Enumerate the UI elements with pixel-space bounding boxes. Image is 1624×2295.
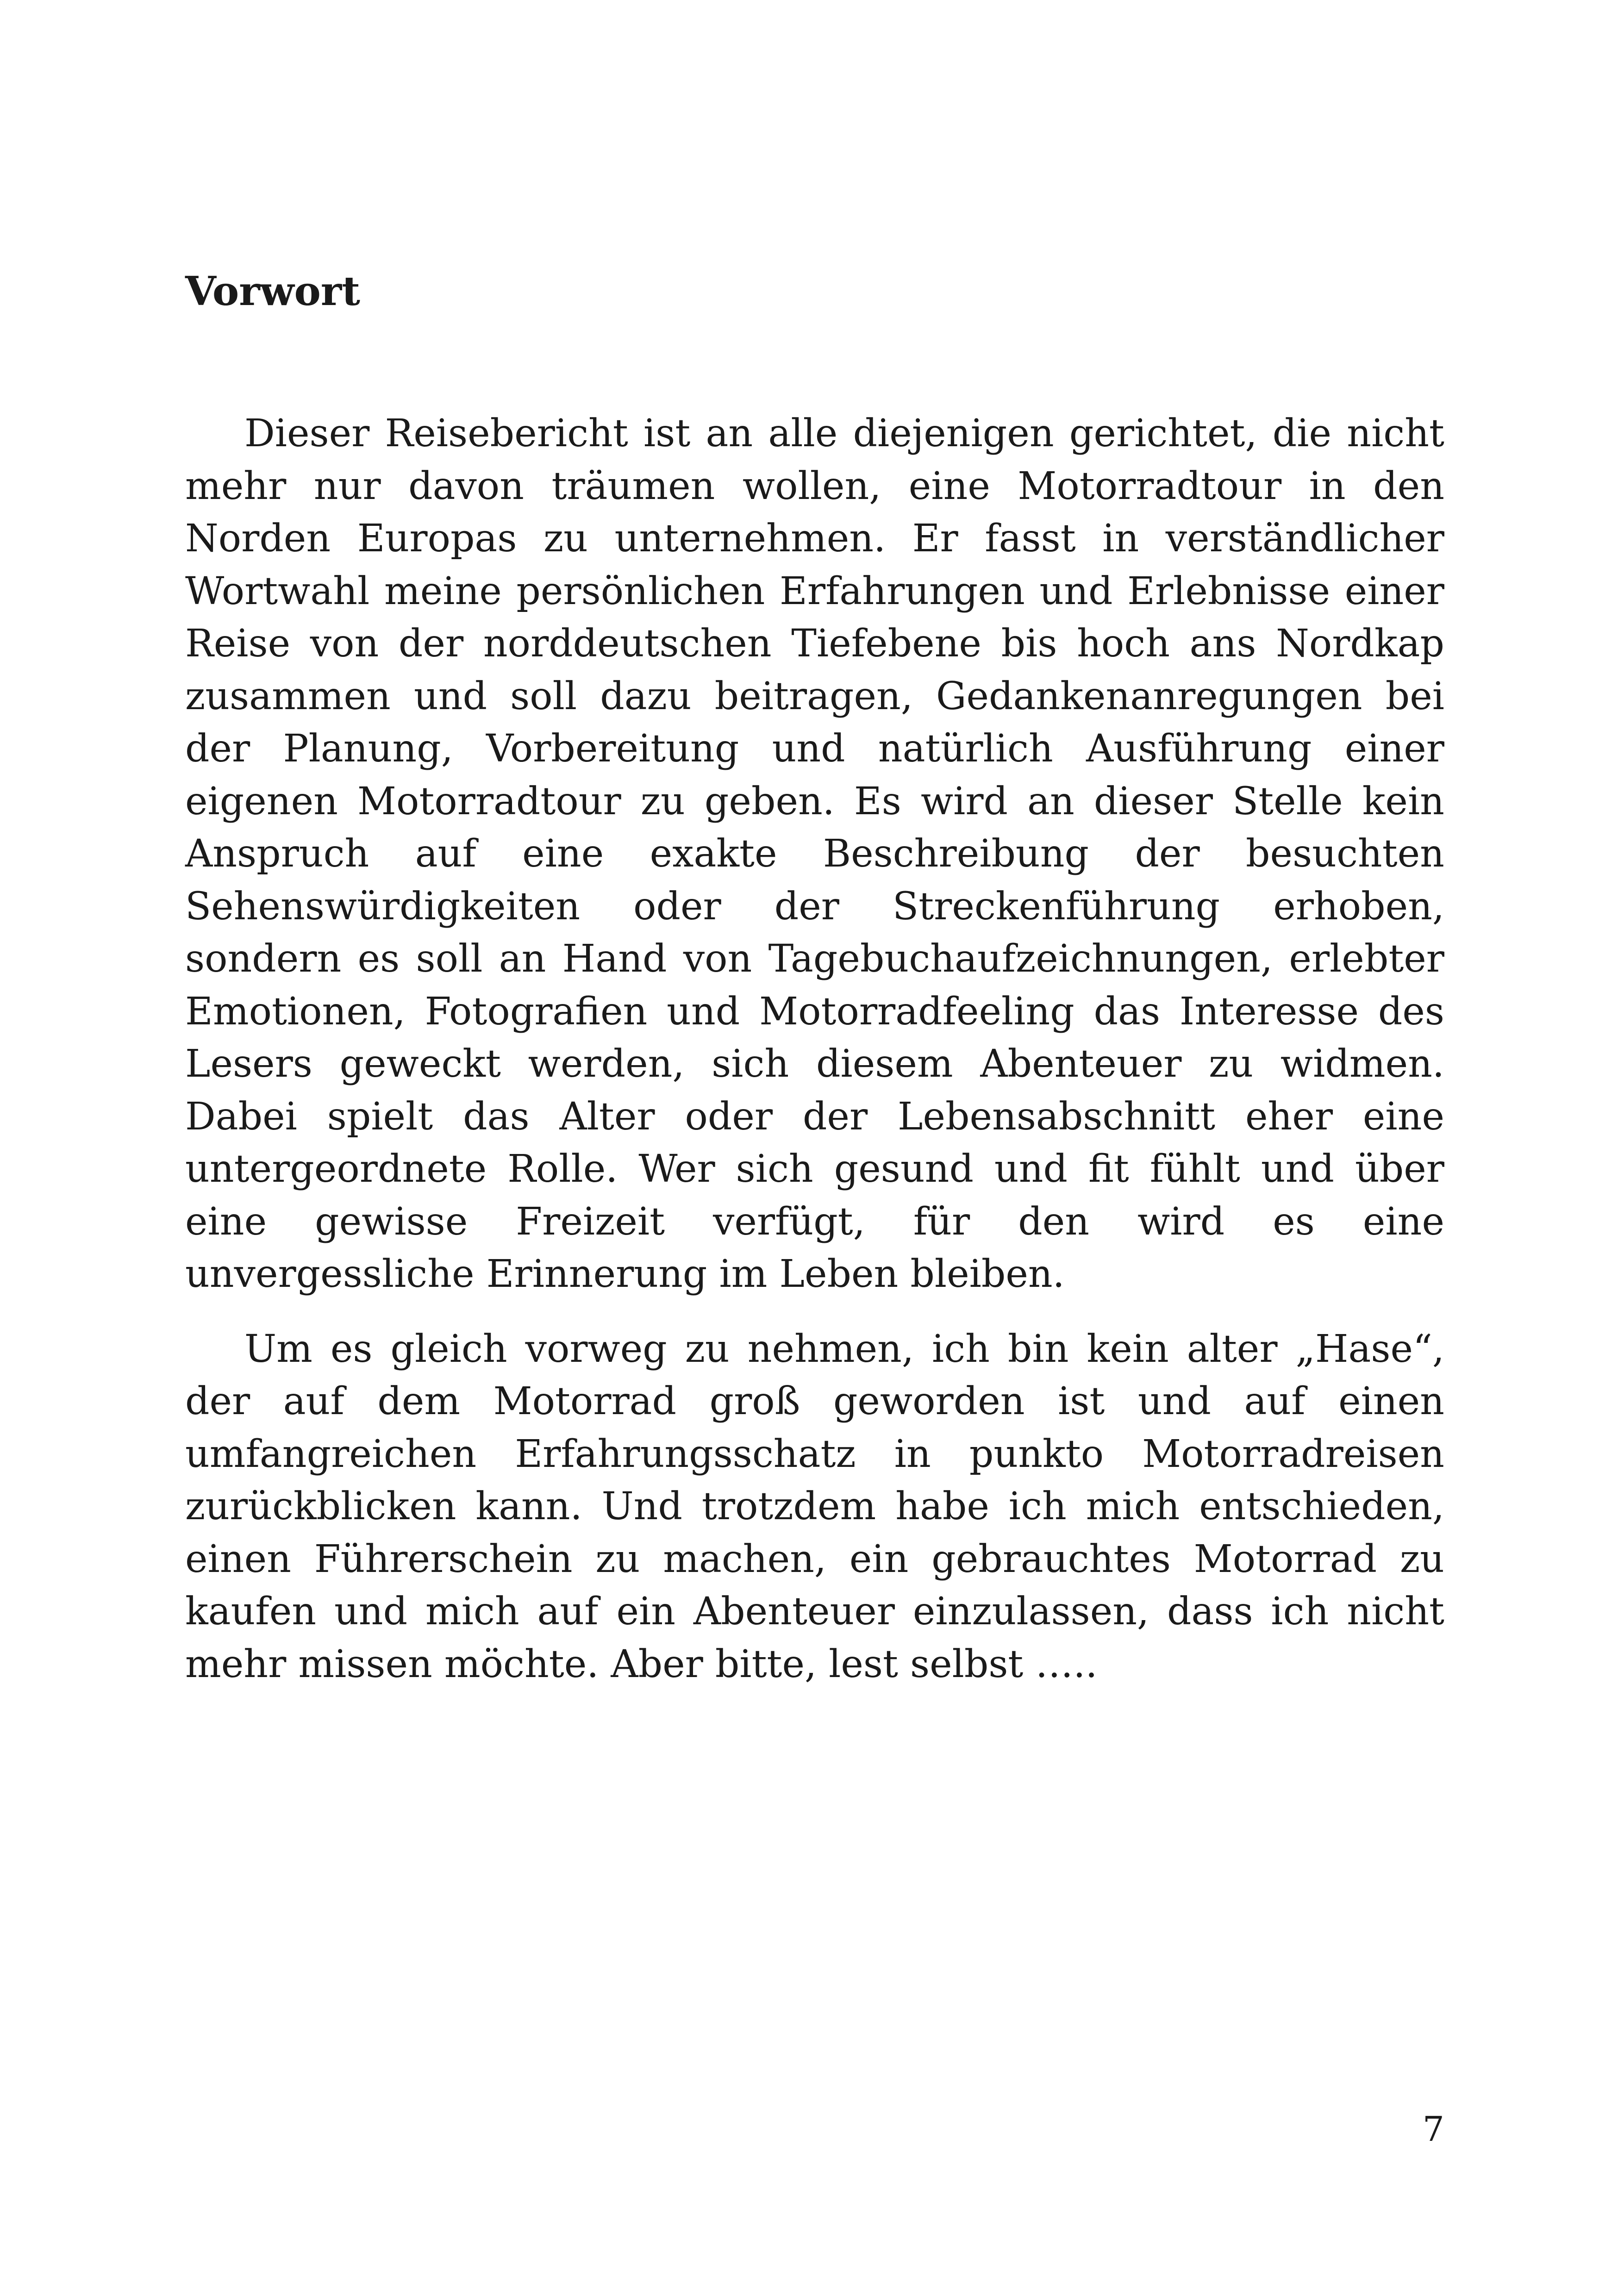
page-number: 7	[1422, 2109, 1444, 2149]
chapter-heading: Vorwort	[185, 268, 360, 315]
paragraph-1: Dieser Reisebericht ist an alle diejenigen gerichtet, die nicht mehr nur davon träumen wollen, eine Motorradtour in den Norden Europas zu unternehmen. Er fasst in verständlicher Wortwahl meine persönlichen Erfahrungen und Erlebnisse einer Reise von der norddeutschen Tiefebene bis hoch ans Nordkap zusammen und soll dazu beitragen, Gedankenanregungen bei der Planung, Vorbereitung und natürlich Ausführung einer eigenen Motorradtour zu geben. Es wird an dieser Stelle kein Anspruch auf eine exakte Beschreibung der besuchten Sehenswürdigkeiten oder der Streckenführung erhoben, sondern es soll an Hand von Tagebuchaufzeichnungen, erlebter Emotionen, Fotografien und Motorradfeeling das Interesse des Lesers geweckt werden, sich diesem Abenteuer zu widmen. Dabei spielt das Alter oder der Lebensabschnitt eher eine untergeordnete Rolle. Wer sich gesund und fit fühlt und über eine gewisse Freizeit verfügt, für den wird es eine unvergessliche Erinnerung im Leben bleiben.	[185, 412, 1444, 1296]
paragraph-2: Um es gleich vorweg zu nehmen, ich bin kein alter „Hase“, der auf dem Motorrad groß geworden ist und auf einen umfangreichen Erfahrungsschatz in punkto Motorradreisen zurückblicken kann. Und trotzdem habe ich mich entschieden, einen Führerschein zu machen, ein gebrauchtes Motorrad zu kaufen und mich auf ein Abenteuer einzulassen, dass ich nicht mehr missen möchte. Aber bitte, lest selbst …..	[185, 1327, 1444, 1686]
body-text	[185, 407, 1444, 1713]
